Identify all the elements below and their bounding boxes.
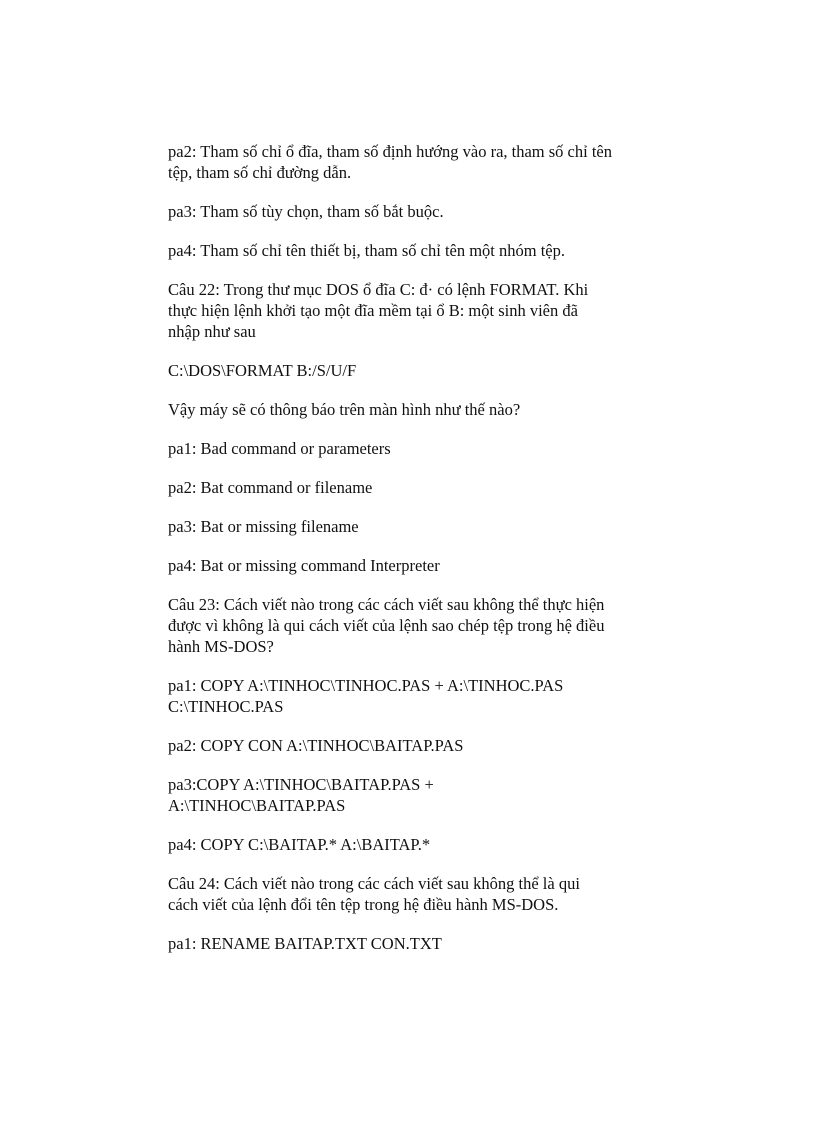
answer-option-pa3-q22: pa3: Bat or missing filename (168, 517, 359, 536)
answer-option-pa3-q23: pa3:COPY A:\TINHOC\BAITAP.PAS + A:\TINHOC\BAITAP.PAS (168, 775, 434, 815)
question-23: Câu 23: Cách viết nào trong các cách viết sau không thể thực hiện được vì không là qui cách viết của lệnh sao chép tệp trong hệ điều hành MS-DOS? (168, 595, 605, 656)
answer-option-pa1-q22: pa1: Bad command or parameters (168, 439, 391, 458)
answer-option-pa2-q22: pa2: Bat command or filename (168, 478, 373, 497)
command-line-example: C:\DOS\FORMAT B:/S/U/F (168, 361, 357, 380)
answer-option-pa3-q21: pa3: Tham số tùy chọn, tham số bắt buộc. (168, 202, 444, 221)
answer-option-pa4-q23: pa4: COPY C:\BAITAP.* A:\BAITAP.* (168, 835, 431, 854)
answer-option-pa1-q24: pa1: RENAME BAITAP.TXT CON.TXT (168, 934, 442, 953)
question-22: Câu 22: Trong thư mục DOS ổ đĩa C: đ· có lệnh FORMAT. Khi thực hiện lệnh khởi tạo một đĩa mềm tại ổ B: một sinh viên đã nhập như sau (168, 280, 589, 341)
document-body (168, 141, 688, 972)
question-22-prompt: Vậy máy sẽ có thông báo trên màn hình như thế nào? (168, 400, 521, 419)
answer-option-pa2-q21: pa2: Tham số chỉ ổ đĩa, tham số định hướng vào ra, tham số chỉ tên tệp, tham số chỉ đường dẫn. (168, 142, 612, 182)
question-24: Câu 24: Cách viết nào trong các cách viết sau không thể là qui cách viết của lệnh đổi tên tệp trong hệ điều hành MS-DOS. (168, 874, 580, 914)
answer-option-pa1-q23: pa1: COPY A:\TINHOC\TINHOC.PAS + A:\TINHOC.PAS C:\TINHOC.PAS (168, 676, 564, 716)
answer-option-pa4-q21: pa4: Tham số chỉ tên thiết bị, tham số chỉ tên một nhóm tệp. (168, 241, 566, 260)
answer-option-pa2-q23: pa2: COPY CON A:\TINHOC\BAITAP.PAS (168, 736, 464, 755)
answer-option-pa4-q22: pa4: Bat or missing command Interpreter (168, 556, 440, 575)
